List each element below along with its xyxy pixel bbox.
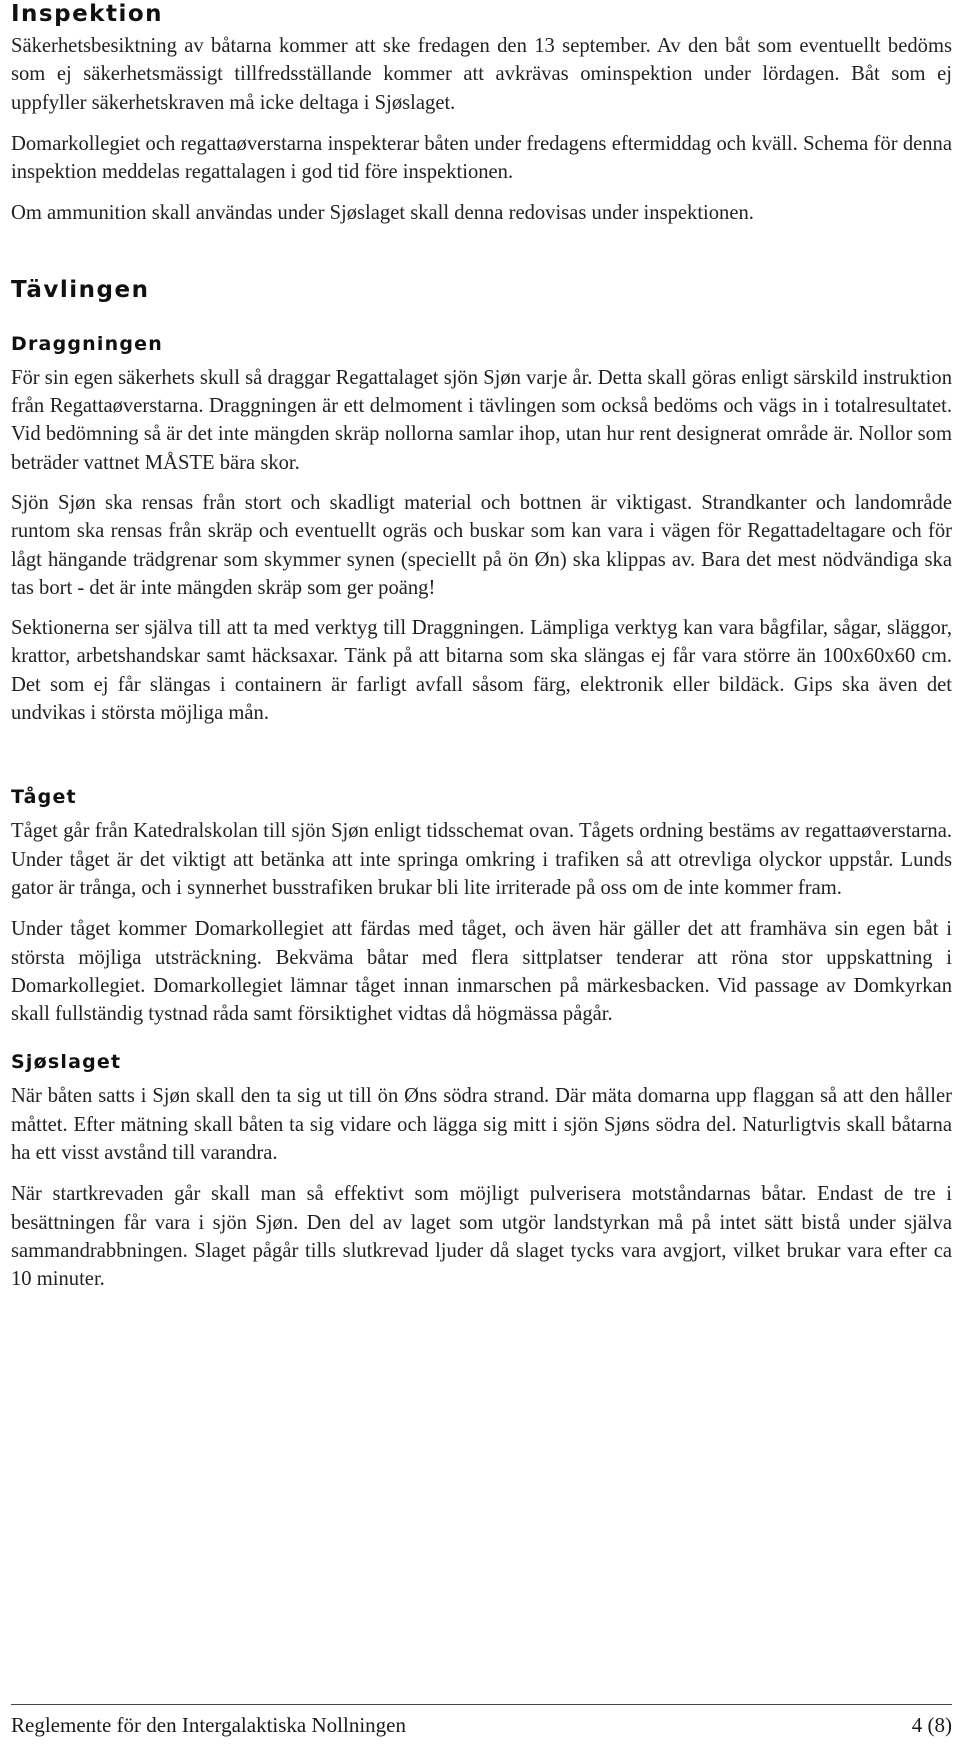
paragraph-inspektion-2: Domarkollegiet och regattaøverstarna inspekterar båten under fredagens eftermiddag och kväll. Schema för denna inspektion meddelas regattalagen i god tid före inspektionen. [11,132,952,184]
paragraph-inspektion-3: Om ammunition skall användas under Sjøslaget skall denna redovisas under inspektionen. [11,202,754,225]
heading-sjoslaget: Sjøslaget [11,1051,122,1074]
paragraph-taget-2: Under tåget kommer Domarkollegiet att färdas med tåget, och även här gäller det att framhäva sin egen båt i största möjliga utsträckning. Bekväma båtar med flera sittplatser tenderar att röna stor uppskattning i Domarkollegiet. Domarkollegiet lämnar tåget innan inmarschen på märkesbacken. Vid passage av Domkyrkan skall fullständig tystnad råda samt försiktighet vidtas då högmässa pågår. [11,918,952,1026]
paragraph-draggningen-2: Sjön Sjøn ska rensas från stort och skadligt material och bottnen är viktigast. Strandkanter och landområde runtom ska rensas från skräp och eventuellt ogräs och buskar som kan vara i vägen för Regattadeltagare och för lågt hängande trädgrenar som skymmer synen (speciellt på ön Øn) ska klippas av. Bara det mest nödvändiga ska tas bort - det är inte mängden skräp som ger poäng! [11,491,952,599]
heading-tavlingen: Tävlingen [11,276,150,303]
footer-title: Reglemente för den Intergalaktiska Nollningen [11,1713,406,1737]
paragraph-draggningen-3: Sektionerna ser själva till att ta med verktyg till Draggningen. Lämpliga verktyg kan vara bågfilar, sågar, släggor, krattor, arbetshandskar samt häcksaxar. Tänk på att bitarna som ska slängas ej får vara större än 100x60x60 cm. Det som ej får slängas i containern är farligt avfall såsom färg, elektronik eller bildäck. Gips ska även det undvikas i största möjliga mån. [11,617,952,725]
paragraph-inspektion-1: Säkerhetsbesiktning av båtarna kommer att ske fredagen den 13 september. Av den båt som eventuellt bedöms som ej säkerhetsmässigt tillfredsställande kommer att avkrävas ominspektion under lördagen. Båt som ej uppfyller säkerhetskraven må icke deltaga i Sjøslaget. [11,35,952,114]
heading-draggningen: Draggningen [11,332,163,355]
footer-page-number: 4 (8) [911,1713,952,1737]
heading-taget: Tåget [11,786,77,809]
paragraph-taget-1: Tåget går från Katedralskolan till sjön Sjøn enligt tidsschemat ovan. Tågets ordning bestäms av regattaøverstarna. Under tåget är det viktigt att betänka att inte springa omkring i trafiken så att otrevliga olyckor uppstår. Lunds gator är trånga, och i synnerhet busstrafiken brukar bli lite irriterade på oss om de inte kommer fram. [11,820,952,899]
paragraph-sjoslaget-2: När startkrevaden går skall man så effektivt som möjligt pulverisera motståndarnas båtar. Endast de tre i besättningen får vara i sjön Sjøn. Den del av laget som utgör landstyrkan må på intet sätt bistå under själva sammandrabbningen. Slaget pågår tills slutkrevad ljuder då slaget tycks vara avgjort, vilket brukar vara efter ca 10 minuter. [11,1183,952,1291]
paragraph-sjoslaget-1: När båten satts i Sjøn skall den ta sig ut till ön Øns södra strand. Där mäta domarna upp flaggan så att den håller måttet. Efter mätning skall båten ta sig vidare och lägga sig mitt i sjön Sjøns södra del. Naturligtvis skall båtarna ha ett visst avstånd till varandra. [11,1085,952,1165]
heading-inspektion: Inspektion [11,1,164,27]
paragraph-draggningen-1: För sin egen säkerhets skull så draggar Regattalaget sjön Sjøn varje år. Detta skall göras enligt särskild instruktion från Regattaøverstarna. Draggningen är ett delmoment i tävlingen som också bedöms och vägs in i totalresultatet. Vid bedömning så är det inte mängden skräp nollorna samlar ihop, utan hur rent designerat område är. Nollor som beträder vattnet MÅSTE bära skor. [11,366,952,474]
page-footer [11,1704,952,1739]
